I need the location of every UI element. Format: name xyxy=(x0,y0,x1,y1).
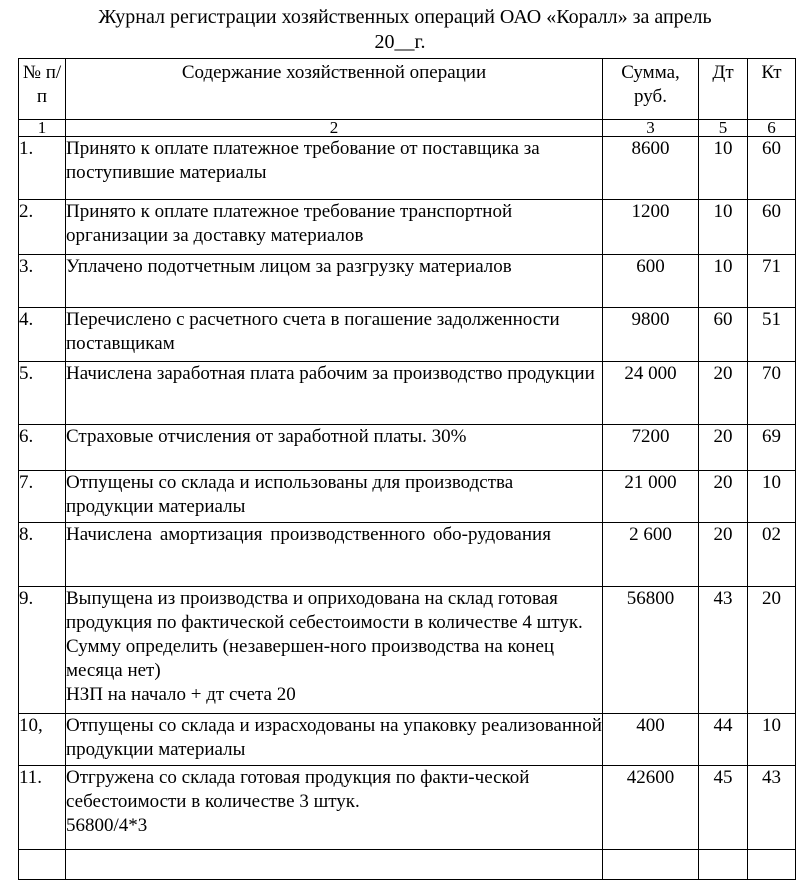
journal-title: Журнал регистрации хозяйственных операций ОАО «Коралл» за апрель xyxy=(98,6,712,28)
journal-period: 20__г. xyxy=(374,31,426,53)
debit-account: 44 xyxy=(699,714,748,766)
credit-account: 71 xyxy=(748,255,796,308)
operation-text: Отгружена со склада готовая продукция по факти-ческой себестоимости в количестве 3 штук. xyxy=(66,767,530,812)
debit-account: 10 xyxy=(699,255,748,308)
column-number: 6 xyxy=(748,120,796,137)
operation-cell xyxy=(66,766,603,850)
table-row xyxy=(19,471,796,523)
operation-sum: 400 xyxy=(603,714,699,766)
debit-account: 43 xyxy=(699,587,748,714)
operation-text: Начислена амортизация производственного обо-рудования xyxy=(66,523,603,587)
row-number: 6. xyxy=(19,425,66,471)
row-number: 7. xyxy=(19,471,66,523)
operation-text: Отпущены со склада и использованы для производства продукции материалы xyxy=(66,471,603,523)
table-row-partial xyxy=(19,850,796,880)
operation-sum: 8600 xyxy=(603,137,699,200)
header-sum: Сумма, руб. xyxy=(603,59,699,120)
header-credit: Кт xyxy=(748,59,796,120)
header-content: Содержание хозяйственной операции xyxy=(66,59,603,120)
operation-text: Уплачено подотчетным лицом за разгрузку материалов xyxy=(66,255,603,308)
debit-account: 20 xyxy=(699,425,748,471)
table-row xyxy=(19,362,796,425)
operation-note: НЗП на начало + дт счета 20 xyxy=(66,684,296,705)
operation-sum: 21 000 xyxy=(603,471,699,523)
credit-account: 60 xyxy=(748,200,796,255)
operation-sum: 42600 xyxy=(603,766,699,850)
operation-text: Выпущена из производства и оприходована на склад готовая продукция по фактической себестоимости в количестве 4 штук. Сумму определить (незавершен-ного производства на конец месяца нет) xyxy=(66,588,583,681)
operation-text: Принято к оплате платежное требование транспортной организации за доставку материалов xyxy=(66,200,603,255)
table-row xyxy=(19,714,796,766)
operation-text: Принято к оплате платежное требование от поставщика за поступившие материалы xyxy=(66,137,603,200)
credit-account: 70 xyxy=(748,362,796,425)
row-number: 5. xyxy=(19,362,66,425)
credit-account: 43 xyxy=(748,766,796,850)
operation-text: Перечислено с расчетного счета в погашение задолженности поставщикам xyxy=(66,308,603,362)
row-number: 4. xyxy=(19,308,66,362)
table-row xyxy=(19,200,796,255)
operation-text: Отпущены со склада и израсходованы на упаковку реализованной продукции материалы xyxy=(66,714,603,766)
column-numbers-row xyxy=(19,120,796,137)
column-number: 2 xyxy=(66,120,603,137)
column-number: 1 xyxy=(19,120,66,137)
operation-sum: 56800 xyxy=(603,587,699,714)
debit-account: 20 xyxy=(699,362,748,425)
row-number: 10, xyxy=(19,714,66,766)
operation-sum: 7200 xyxy=(603,425,699,471)
debit-account: 20 xyxy=(699,523,748,587)
operation-sum: 600 xyxy=(603,255,699,308)
debit-account: 60 xyxy=(699,308,748,362)
credit-account: 20 xyxy=(748,587,796,714)
column-number: 3 xyxy=(603,120,699,137)
empty-cell xyxy=(66,850,603,880)
table-row xyxy=(19,255,796,308)
header-row xyxy=(19,59,796,120)
debit-account: 10 xyxy=(699,137,748,200)
row-number: 9. xyxy=(19,587,66,714)
row-number: 8. xyxy=(19,523,66,587)
table-row xyxy=(19,137,796,200)
credit-account: 10 xyxy=(748,714,796,766)
operations-journal-table xyxy=(18,58,796,880)
operation-sum: 1200 xyxy=(603,200,699,255)
operation-note: 56800/4*3 xyxy=(66,815,148,836)
empty-cell xyxy=(603,850,699,880)
empty-cell xyxy=(699,850,748,880)
operation-sum: 24 000 xyxy=(603,362,699,425)
debit-account: 20 xyxy=(699,471,748,523)
table-row xyxy=(19,766,796,850)
header-debit: Дт xyxy=(699,59,748,120)
row-number: 3. xyxy=(19,255,66,308)
operation-cell xyxy=(66,587,603,714)
table-row xyxy=(19,308,796,362)
credit-account: 60 xyxy=(748,137,796,200)
credit-account: 51 xyxy=(748,308,796,362)
debit-account: 45 xyxy=(699,766,748,850)
operation-text: Страховые отчисления от заработной платы. 30% xyxy=(66,425,603,471)
debit-account: 10 xyxy=(699,200,748,255)
empty-cell xyxy=(19,850,66,880)
table-row xyxy=(19,425,796,471)
credit-account: 69 xyxy=(748,425,796,471)
header-num: № п/п xyxy=(19,59,66,120)
row-number: 2. xyxy=(19,200,66,255)
operation-text: Начислена заработная плата рабочим за производство продукции xyxy=(66,362,603,425)
table-row xyxy=(19,523,796,587)
credit-account: 02 xyxy=(748,523,796,587)
row-number: 1. xyxy=(19,137,66,200)
row-number: 11. xyxy=(19,766,66,850)
column-number: 5 xyxy=(699,120,748,137)
operation-sum: 2 600 xyxy=(603,523,699,587)
operation-sum: 9800 xyxy=(603,308,699,362)
empty-cell xyxy=(748,850,796,880)
credit-account: 10 xyxy=(748,471,796,523)
table-row xyxy=(19,587,796,714)
